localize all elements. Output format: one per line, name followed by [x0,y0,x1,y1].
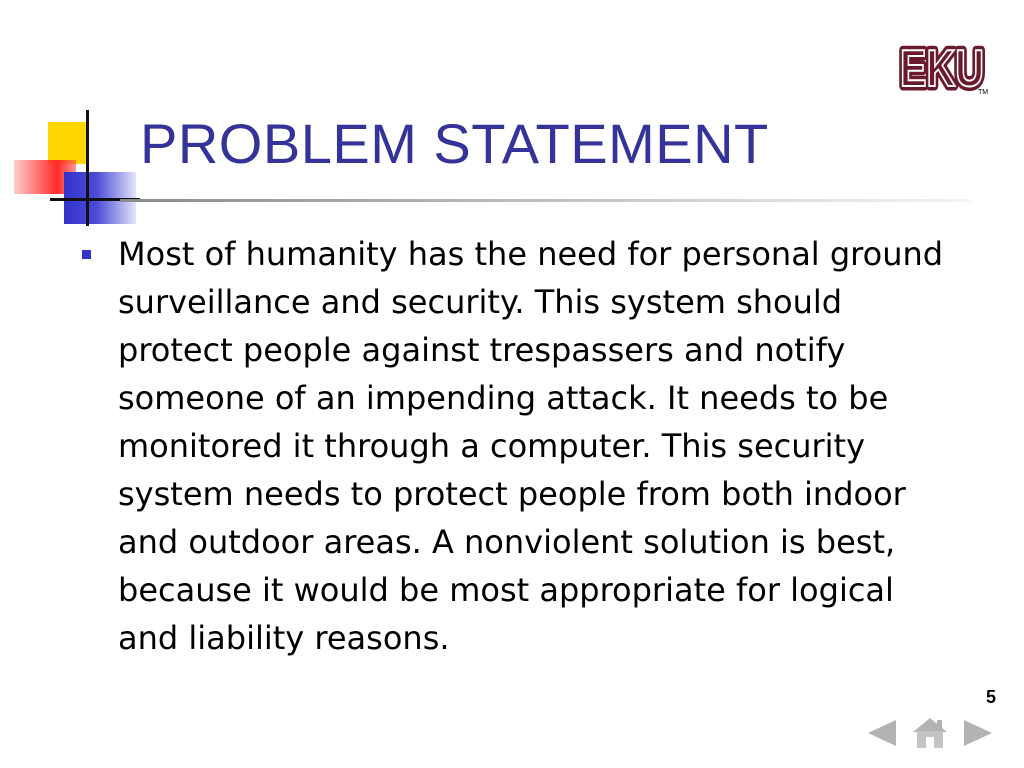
logo-text: EKU [900,40,984,96]
bullet-square-icon [82,250,91,259]
logo-trademark: TM [978,89,989,96]
yellow-square [48,122,86,164]
arrow-left-icon [866,716,898,750]
page-number: 5 [985,687,996,707]
svg-text:EKU: EKU [900,40,984,96]
slide-title: PROBLEM STATEMENT [140,112,769,175]
home-button[interactable] [912,716,948,750]
eku-logo-graphic [898,36,994,96]
bullet-list [80,230,950,662]
vertical-line [86,110,89,226]
previous-slide-button[interactable] [866,716,898,750]
title-underline [120,199,970,202]
decorative-corner-blocks [0,100,140,230]
eku-logo [898,36,994,96]
arrow-right-icon [962,716,994,750]
bullet-text: Most of humanity has the need for personal ground surveillance and security. This system should protect people against trespassers and notify someone of an impending attack. It needs to be monitored it through a computer. This security system needs to protect people from both indoor and outdoor areas. A nonviolent solution is best, because it would be most appropriate for logical and liability reasons. [118,235,944,657]
next-slide-button[interactable] [962,716,994,750]
list-item [80,230,950,662]
home-icon [912,716,948,750]
